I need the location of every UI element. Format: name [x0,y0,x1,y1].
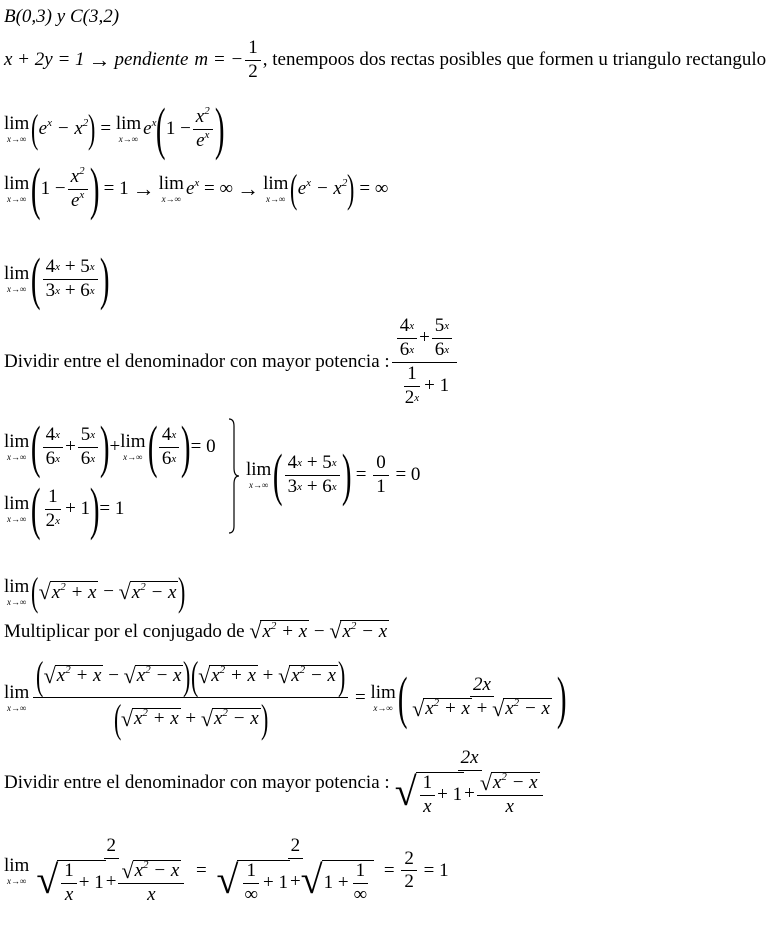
compound-fraction: 4 x 6 x + 5 x 6 x 1 2 x + 1 [392,316,458,409]
lim-operator: lim x→∞ [4,113,30,144]
multiplicar-text: Multiplicar por el conjugado de [4,620,245,642]
line-brace-bottom: lim x→∞ ( 1 2 x + 1 ) = 1 [4,476,125,541]
line-multiplicar: Multiplicar por el conjugado de √ $x^2 + x$ − √ $x^2 - x$ [4,618,388,643]
lim-operator: lim x→∞ [4,854,30,886]
dividir-text: Dividir entre el denominador con mayor potencia : [4,351,390,373]
line-dividir-2: Dividir entre el denominador con mayor potencia : 2x √ $\frac{1}{x}$ + 1 + √ $x^2 - x$ x [4,748,550,818]
line-conjugate: lim x→∞ ( √ $x^2 + x$ − √ $x^2 - x$ ) ( √ $x^2 + x$ + √ $x^2 - x$ ) ( √ $x^2 + x$ + √ $x^2 - x$ ) = lim x→∞ ( 2x √ $x^2 + x$ + √ $x^2 - x$ ) [4,653,567,741]
lim-operator: lim x→∞ [120,431,146,462]
line-slope [4,38,766,83]
right-brace [228,418,240,534]
equation-text: x + 2y = 1 [4,49,85,71]
lim-operator: lim x→∞ [4,576,30,607]
line-dividir-1 [4,316,459,409]
pendiente-text: pendiente [114,49,189,71]
line-brace-result: lim x→∞ ( 4 x + 5 x 3 x + 6 x ) = $\frac{0}{1}$ = 0 [246,442,421,507]
lim-operator: lim x→∞ [4,263,30,294]
lim-operator: lim x→∞ [4,173,30,204]
lim-operator: lim x→∞ [263,173,289,204]
line-lim-exp-1: lim x→∞ ( $e^x - x^2$ ) = lim x→∞ $e^x$ ( 1 − $\frac{x^2}{e^x}$ ) [4,96,225,161]
fraction-half: $\frac{1}{2}$ [245,38,261,83]
lim-operator: lim x→∞ [4,493,30,524]
comment-text: , tenempoos dos rectas posibles que formen u triangulo rectangulo [262,49,767,71]
points-text: B(0,3) y C(3,2) [4,6,120,27]
lim-operator: lim x→∞ [4,431,30,462]
line-points [4,6,119,28]
dividir-text: Dividir entre el denominador con mayor potencia : [4,771,390,793]
line-lim-sqrt: lim x→∞ ( √ $x^2 + x$ − √ $x^2 - x$ ) [4,569,186,614]
lim-operator: lim x→∞ [115,113,142,144]
line-brace-top: lim x→∞ ( 4 x 6 x + 5 x 6 x ) + lim x→∞ ( 4 x 6 x ) = 0 [4,414,216,479]
line-final: lim x→∞ 2 √ $\frac{1}{x}$ + 1 + √ $x^2 - x$ x = 2 √ $\frac{1}{\infty}$ + 1 + √ 1 + $\frac{1}{\infty}$ = $\frac{2}{2}$ = 1 [4,835,449,905]
arrow-icon: → [88,47,111,73]
lim-operator: lim x→∞ [246,459,272,490]
lim-operator: lim x→∞ [158,173,184,204]
m-text: m = − [194,49,244,71]
lim-operator: lim x→∞ [370,681,396,713]
lim-operator: lim x→∞ [4,681,30,713]
line-lim-pow: lim x→∞ ( 4 x + 5 x 3 x + 6 x ) [4,246,110,311]
line-lim-exp-2: lim x→∞ ( 1 − $\frac{x^2}{e^x}$ ) = 1 → lim x→∞ $e^x$ = ∞ → lim x→∞ ( $e^x - x^2$ ) = ∞ [4,156,389,221]
